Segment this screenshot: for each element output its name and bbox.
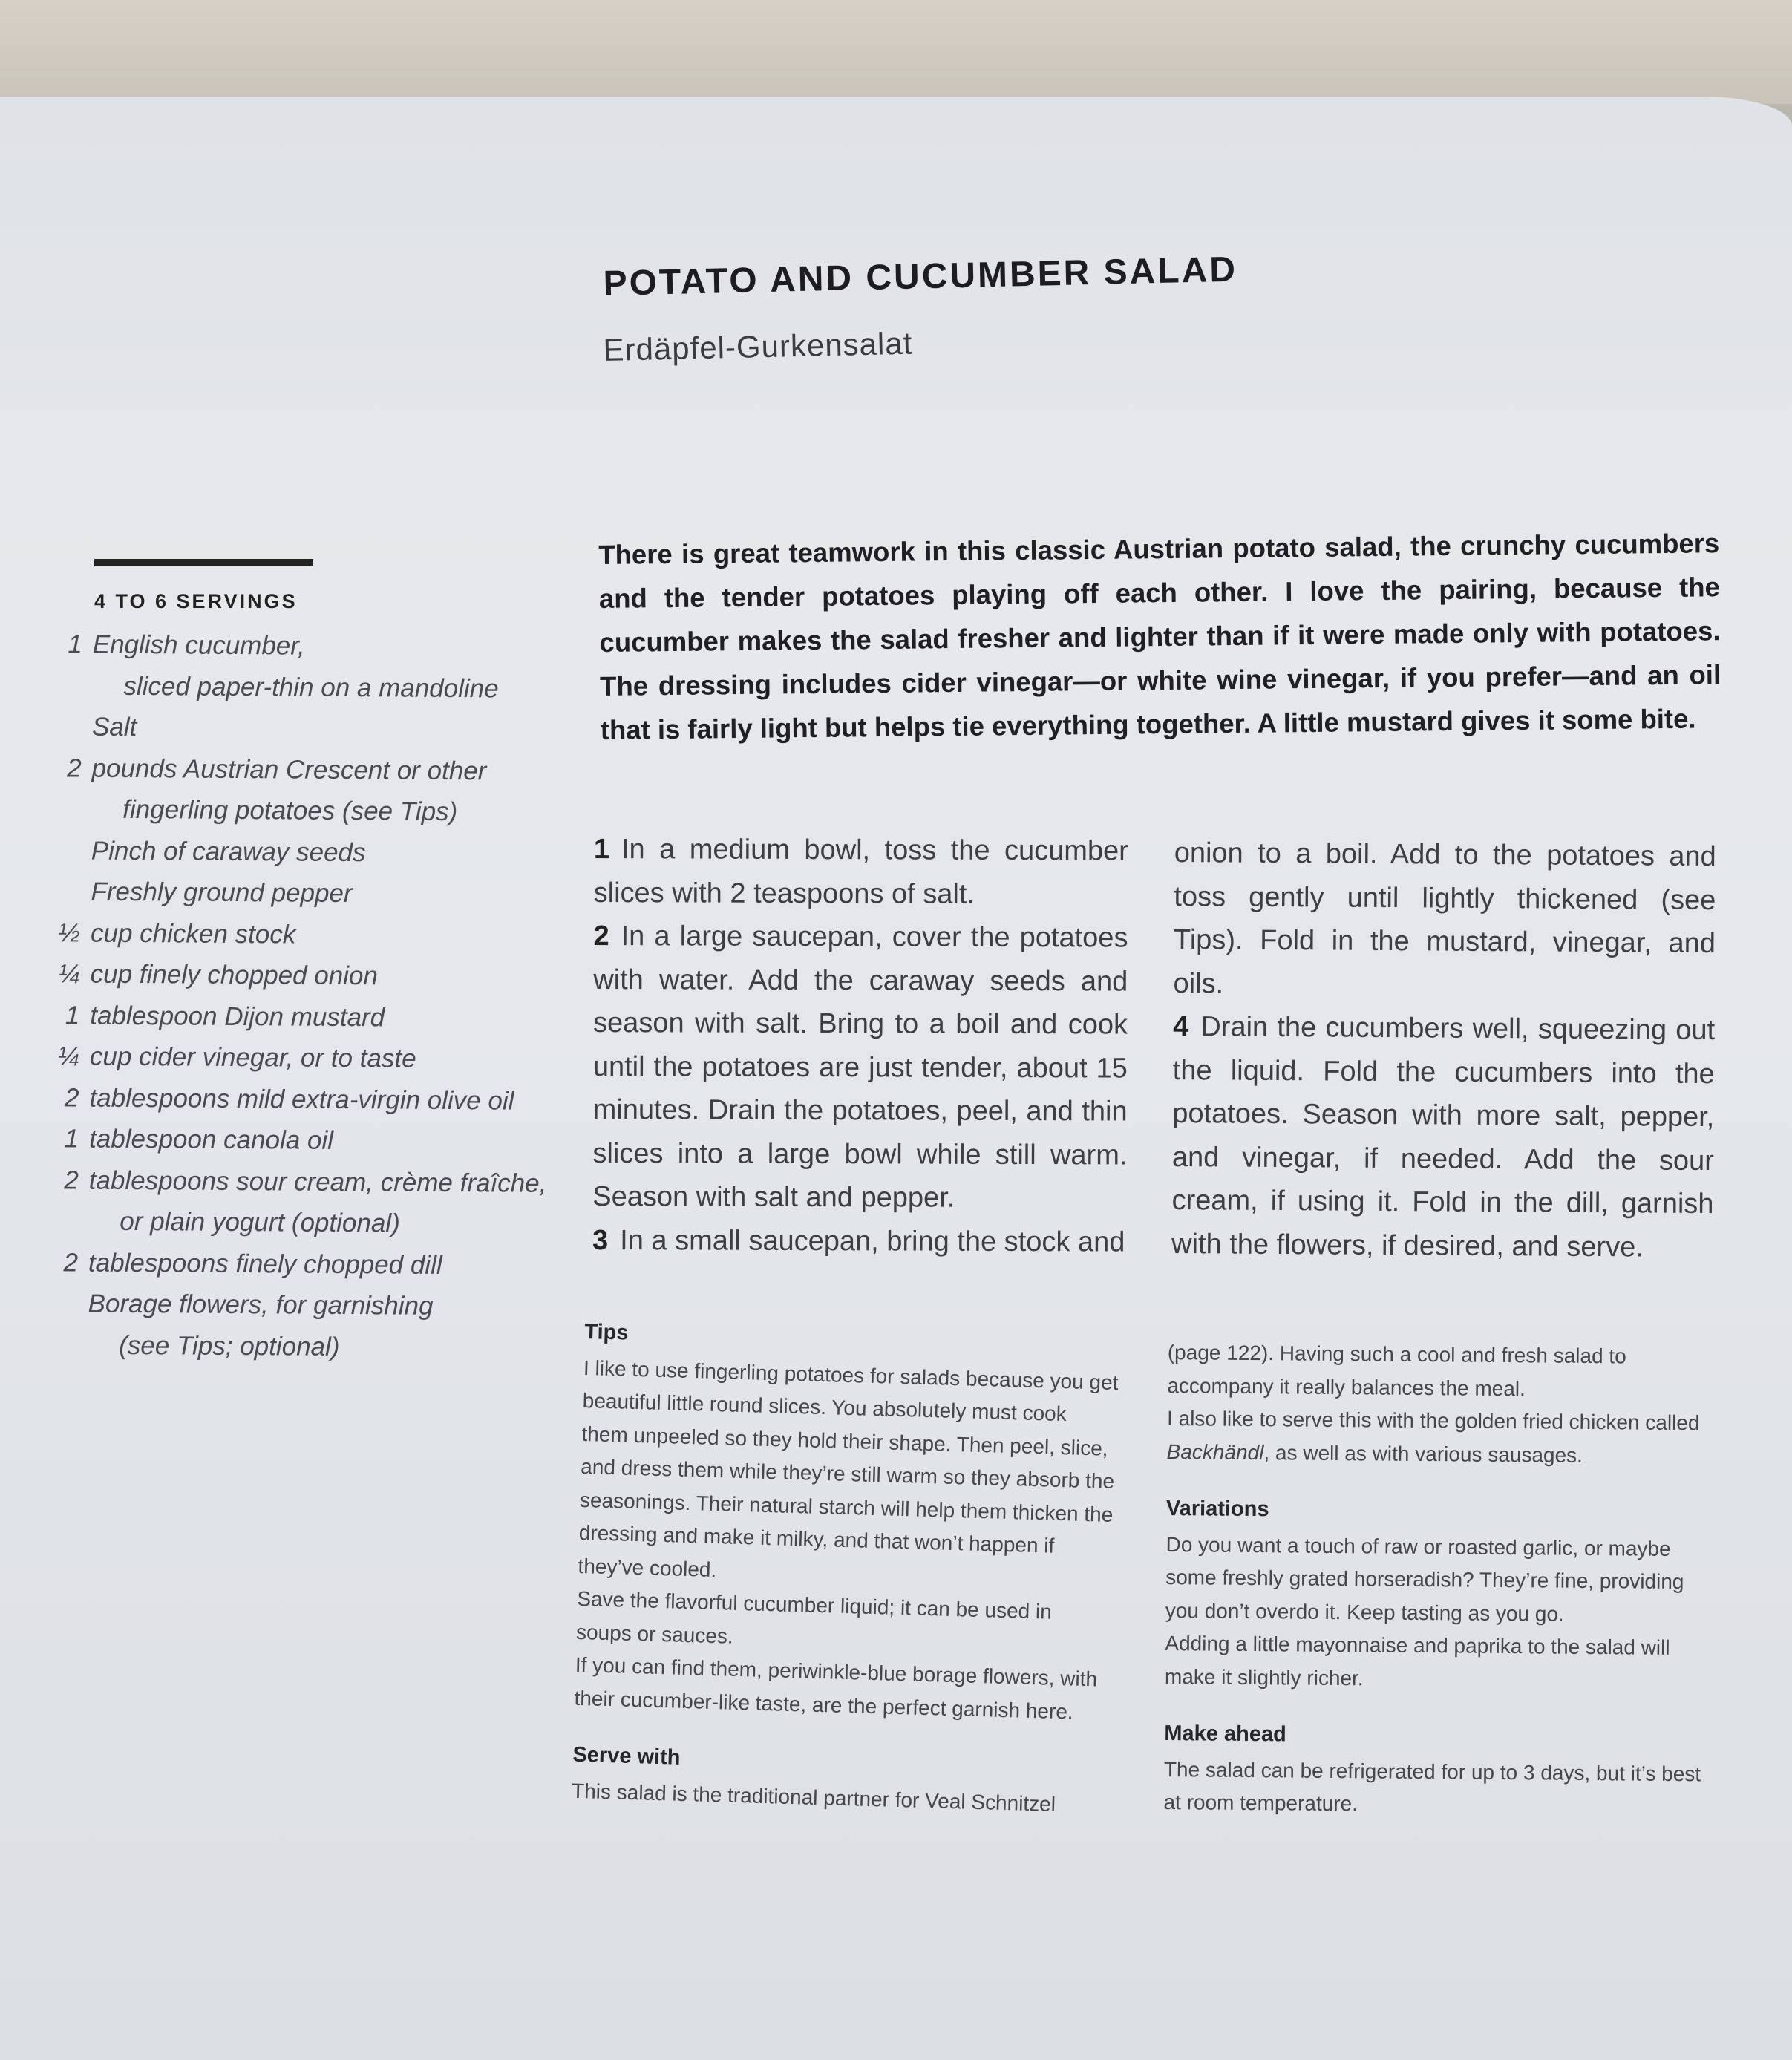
serve-with-text: , as well as with various sausages. bbox=[1263, 1440, 1583, 1467]
servings-label: 4 TO 6 SERVINGS bbox=[94, 590, 298, 612]
variations-paragraph: Adding a little mayonnaise and paprika to the salad will make it slightly richer. bbox=[1164, 1631, 1670, 1690]
ingredient-item bbox=[28, 747, 563, 792]
ingredient-text: tablespoons mild extra-virgin olive oil bbox=[89, 1083, 514, 1116]
ingredient-quantity: 1 bbox=[64, 1124, 79, 1154]
ingredient-quantity: ½ bbox=[58, 918, 81, 947]
ingredient-text: (see Tips; optional) bbox=[119, 1330, 340, 1361]
method-column-right bbox=[1171, 831, 1716, 1269]
step-text: In a medium bowl, toss the cucumber slices with 2 teaspoons of salt. bbox=[593, 834, 1128, 910]
serve-with-paragraph bbox=[1166, 1402, 1716, 1473]
step-1 bbox=[594, 828, 1128, 917]
ingredient-text: tablespoon Dijon mustard bbox=[90, 1001, 385, 1032]
ingredient-item bbox=[30, 624, 564, 669]
step-number: 2 bbox=[593, 920, 609, 952]
ingredient-text: tablespoon canola oil bbox=[89, 1124, 334, 1155]
ingredient-text: Borage flowers, for garnishing bbox=[88, 1289, 434, 1321]
serve-with-paragraph: This salad is the traditional partner for Veal Schnitzel bbox=[571, 1779, 1056, 1816]
method-column-left bbox=[592, 828, 1128, 1264]
tips-paragraph: If you can find them, periwinkle-blue borage flowers, with their cucumber-like taste, are the perfect garnish here. bbox=[574, 1652, 1098, 1724]
ingredient-item bbox=[27, 1036, 561, 1081]
ingredient-item bbox=[28, 788, 563, 834]
variations-heading: Variations bbox=[1165, 1496, 1269, 1522]
ingredient-text: cup chicken stock bbox=[90, 918, 296, 949]
ingredient-text: Salt bbox=[91, 712, 137, 742]
ingredient-text: cup finely chopped onion bbox=[90, 959, 379, 991]
recipe-intro: There is great teamwork in this classic Austrian potato salad, the crunchy cucumbers and the tender potatoes playing off each other. I love the pairing, because the cucumber makes the salad fresher and lighter than if it were made only with potatoes. The dressing includes cider vinegar—or white wine vinegar, if you prefer—and an oil that is fairly light but helps tie everything together. A little mustard gives it some bite. bbox=[598, 528, 1721, 745]
tips-paragraph: I like to use fingerling potatoes for salads because you get beautiful little round slices. You absolutely must cook them unpeeled so they hold their shape. Then peel, slice, and dress them while they’re still warm so they absorb the seasonings. Their natural starch will help them thicken the dressing and make it milky, and that won’t happen if they’ve cooled. bbox=[578, 1356, 1119, 1581]
make-ahead-paragraph: The salad can be refrigerated for up to 3 days, but it’s best at room temperature. bbox=[1163, 1757, 1701, 1816]
make-ahead-heading: Make ahead bbox=[1164, 1721, 1286, 1747]
step-number: 3 bbox=[592, 1224, 609, 1256]
ingredient-item bbox=[27, 912, 562, 957]
ingredient-item bbox=[25, 1200, 560, 1246]
variations-paragraph: Do you want a touch of raw or roasted garlic, or maybe some freshly grated horseradish? They’re fine, providing you don’t overdo it. Keep tasting as you go. bbox=[1165, 1532, 1684, 1626]
ingredient-quantity: ¼ bbox=[57, 1042, 80, 1071]
ingredient-text: Freshly ground pepper bbox=[91, 877, 353, 909]
ingredient-item bbox=[26, 1159, 560, 1204]
ingredient-text: tablespoons finely chopped dill bbox=[88, 1248, 442, 1280]
step-3 bbox=[592, 1218, 1127, 1263]
ingredient-list bbox=[24, 624, 564, 1369]
step-text: Drain the cucumbers well, squeezing out the liquid. Fold the cucumbers into the potatoes. Season with more salt, pepper, and vinegar, if needed. Add the sour cream, if using it. Fold in the dill, garnish with the flowers, if desired, and serve. bbox=[1171, 1011, 1716, 1263]
recipe-subtitle: Erdäpfel-Gurkensalat bbox=[603, 325, 913, 367]
ingredient-quantity: 2 bbox=[63, 1247, 79, 1277]
step-text: In a small saucepan, bring the stock and bbox=[620, 1224, 1125, 1258]
ingredient-text: Pinch of caraway seeds bbox=[91, 836, 366, 867]
ingredient-item bbox=[29, 664, 563, 710]
ingredient-item bbox=[27, 871, 562, 916]
ingredient-quantity: 1 bbox=[68, 630, 82, 659]
serve-with-text: I also like to serve this with the golden fried chicken called bbox=[1166, 1406, 1700, 1435]
tips-paragraph: Save the flavorful cucumber liquid; it can be used in soups or sauces. bbox=[575, 1586, 1053, 1648]
ingredient-item bbox=[24, 1283, 559, 1328]
ingredient-text: English cucumber, bbox=[92, 630, 305, 661]
tips-heading: Tips bbox=[583, 1319, 629, 1345]
ingredient-quantity: 2 bbox=[64, 1165, 79, 1194]
ingredient-item bbox=[27, 994, 561, 1039]
step-2 bbox=[592, 915, 1128, 1220]
ingredient-text: sliced paper-thin on a mandoline bbox=[123, 671, 499, 703]
ingredient-item bbox=[27, 953, 562, 998]
divider-rule bbox=[94, 559, 313, 566]
ingredient-quantity: 1 bbox=[65, 1000, 80, 1030]
step-text: onion to a boil. Add to the potatoes and toss gently until lightly thickened (see Tips). Fold in the mustard, vinegar, and oils. bbox=[1173, 837, 1716, 999]
ingredient-item bbox=[28, 829, 563, 874]
ingredient-quantity bbox=[29, 735, 92, 736]
ingredient-item bbox=[25, 1241, 560, 1286]
ingredient-text: fingerling potatoes (see Tips) bbox=[122, 794, 458, 827]
ingredient-item bbox=[24, 1324, 559, 1369]
notes-column-left bbox=[571, 1315, 1120, 1822]
notes-column-right bbox=[1163, 1336, 1717, 1824]
ingredient-text: cup cider vinegar, or to taste bbox=[89, 1042, 416, 1073]
ingredient-item bbox=[26, 1118, 560, 1163]
ingredient-item bbox=[29, 706, 563, 751]
ingredient-item bbox=[26, 1076, 560, 1122]
ingredient-text: tablespoons sour cream, crème fraîche, bbox=[88, 1165, 547, 1198]
ingredient-quantity: 2 bbox=[67, 753, 82, 782]
step-4 bbox=[1171, 1005, 1715, 1269]
ingredient-text: or plain yogurt (optional) bbox=[120, 1206, 400, 1238]
step-3-continued bbox=[1173, 831, 1716, 1009]
step-text: In a large saucepan, cover the potatoes with water. Add the caraway seeds and season with salt. Bring to a boil and cook until the potatoes are just tender, about 15 minutes. Drain the potatoes, peel, and thin slices into a large bowl while still warm. Season with salt and pepper. bbox=[592, 921, 1128, 1214]
ingredient-quantity: ¼ bbox=[58, 959, 80, 989]
serve-with-paragraph: (page 122). Having such a cool and fresh salad to accompany it really balances the meal. bbox=[1167, 1340, 1626, 1400]
recipe-title: POTATO AND CUCUMBER SALAD bbox=[603, 249, 1238, 304]
ingredient-text: pounds Austrian Crescent or other bbox=[91, 753, 487, 785]
background-surface bbox=[0, 0, 1792, 104]
step-number: 1 bbox=[593, 834, 610, 866]
ingredient-quantity bbox=[28, 858, 91, 859]
serve-with-dish-name: Backhändl bbox=[1166, 1439, 1264, 1464]
ingredient-quantity: 2 bbox=[64, 1082, 79, 1112]
serve-with-heading: Serve with bbox=[572, 1742, 681, 1770]
step-number: 4 bbox=[1173, 1010, 1189, 1043]
